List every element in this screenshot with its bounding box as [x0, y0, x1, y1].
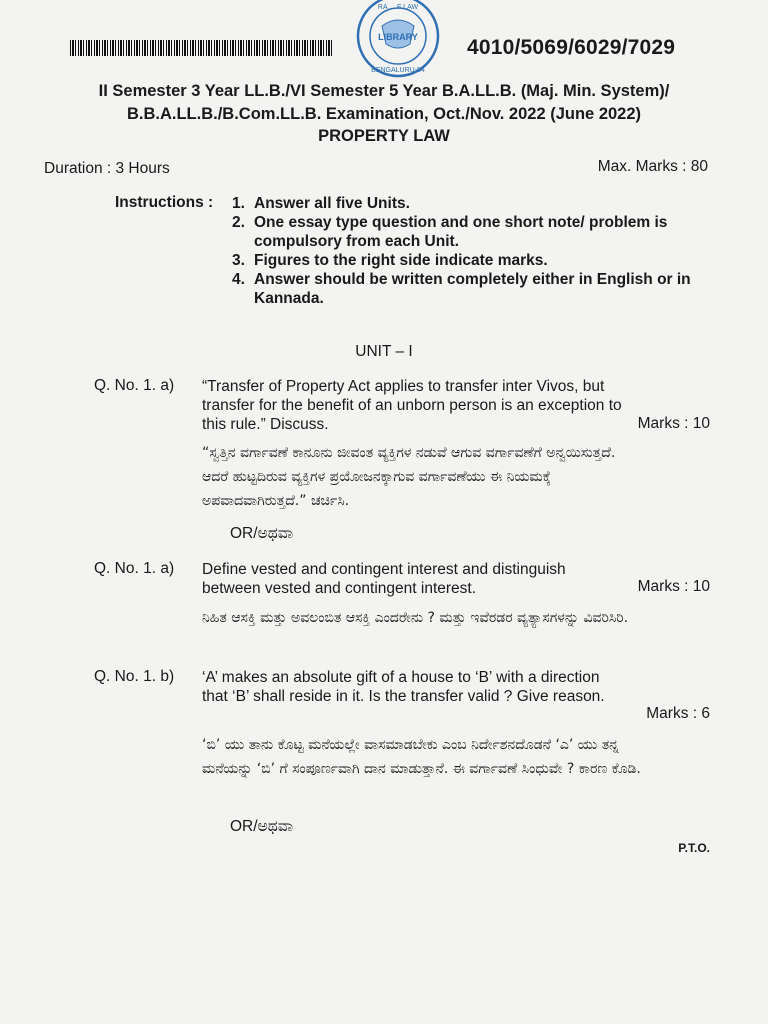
barcode [70, 40, 332, 56]
seal-top-text: RA ... F LAW [377, 4, 419, 11]
instruction-item: 1. Answer all five Units. [232, 195, 410, 212]
exam-header-line-2: B.B.A.LL.B./B.Com.LL.B. Examination, Oct./Nov. 2022 (June 2022) [126, 105, 642, 123]
question-text-kannada: “ಸ್ವತ್ತಿನ ವರ್ಗಾವಣೆ ಕಾನೂನು ಜೀವಂತ ವ್ಯಕ್ತಿಗಳ ನಡುವೆ ಆಗುವ ವರ್ಗಾವಣೆಗೆ ಅನ್ವಯಿಸುತ್ತದೆ. ಆದರೆ ಹುಟ್ಟದಿರುವ ವ್ಯಕ್ತಿಗಳ ಪ್ರಯೋಜನಕ್ಕಾಗುವ ವರ್ಗಾವಣೆಯು ಈ ನಿಯಮಕ್ಕೆ ಅಪವಾದವಾಗಿರುತ್ತದೆ.” ಚರ್ಚಿಸಿ. [202, 445, 616, 509]
seal-bottom-text: BENGALURU-54 [371, 67, 425, 74]
question-marks: Marks : 6 [646, 705, 710, 722]
question-number: Q. No. 1. b) [94, 668, 175, 685]
instruction-item: 3. Figures to the right side indicate marks. [232, 252, 548, 269]
max-marks: Max. Marks : 80 [597, 158, 708, 175]
question-number: Q. No. 1. a) [94, 377, 175, 394]
exam-header-line-1: II Semester 3 Year LL.B./VI Semester 5 Year B.A.LL.B. (Maj. Min. System)/ [98, 82, 670, 100]
question-text: ‘A’ makes an absolute gift of a house to ‘B’ with a direction that ‘B’ shall reside in it. Is the transfer valid ? Give reason. [202, 669, 605, 705]
instructions-list [232, 194, 692, 308]
or-separator: OR/ಅಥವಾ [230, 525, 294, 542]
question-marks: Marks : 10 [637, 415, 710, 432]
pto-label: P.T.O. [678, 841, 710, 855]
instruction-item: 2. One essay type question and one short note/ problem is compulsory from each Unit. [232, 214, 668, 250]
question-text-kannada: ‘ಬಿ’ ಯು ತಾನು ಕೊಟ್ಟ ಮನೆಯಲ್ಲೇ ವಾಸಮಾಡಬೇಕು ಎಂಬ ನಿರ್ದೇಶನದೊಡನೆ ‘ಎ’ ಯು ತನ್ನ ಮನೆಯನ್ನು ‘ಬಿ’ ಗೆ ಸಂಪೂರ್ಣವಾಗಿ ದಾನ ಮಾಡುತ್ತಾನೆ. ಈ ವರ್ಗಾವಣೆ ಸಿಂಧುವೇ ? ಕಾರಣ ಕೊಡಿ. [202, 737, 641, 777]
instructions-label: Instructions : [115, 194, 214, 211]
library-seal [352, 0, 444, 78]
subject-title: PROPERTY LAW [318, 127, 450, 145]
duration: Duration : 3 Hours [44, 160, 170, 177]
question-text-kannada: ನಿಹಿತ ಆಸಕ್ತಿ ಮತ್ತು ಅವಲಂಬಿತ ಆಸಕ್ತಿ ಎಂದರೇನು ? ಮತ್ತು ಇವೆರಡರ ವ್ಯತ್ಯಾಸಗಳನ್ನು ವಿವರಿಸಿರಿ. [202, 610, 629, 626]
unit-heading: UNIT – I [355, 343, 413, 360]
paper-code: 4010/5069/6029/7029 [467, 36, 676, 59]
seal-center-text: LIBRARY [378, 32, 418, 42]
instruction-item: 4. Answer should be written completely either in English or in Kannada. [232, 271, 691, 307]
question-marks: Marks : 10 [637, 578, 710, 595]
question-number: Q. No. 1. a) [94, 560, 175, 577]
question-text: Define vested and contingent interest and distinguish between vested and contingent interest. [202, 561, 566, 597]
or-separator: OR/ಅಥವಾ [230, 818, 294, 835]
question-text: “Transfer of Property Act applies to transfer inter Vivos, but transfer for the benefit of an unborn person is an exception to this rule.” Discuss. [202, 378, 622, 433]
